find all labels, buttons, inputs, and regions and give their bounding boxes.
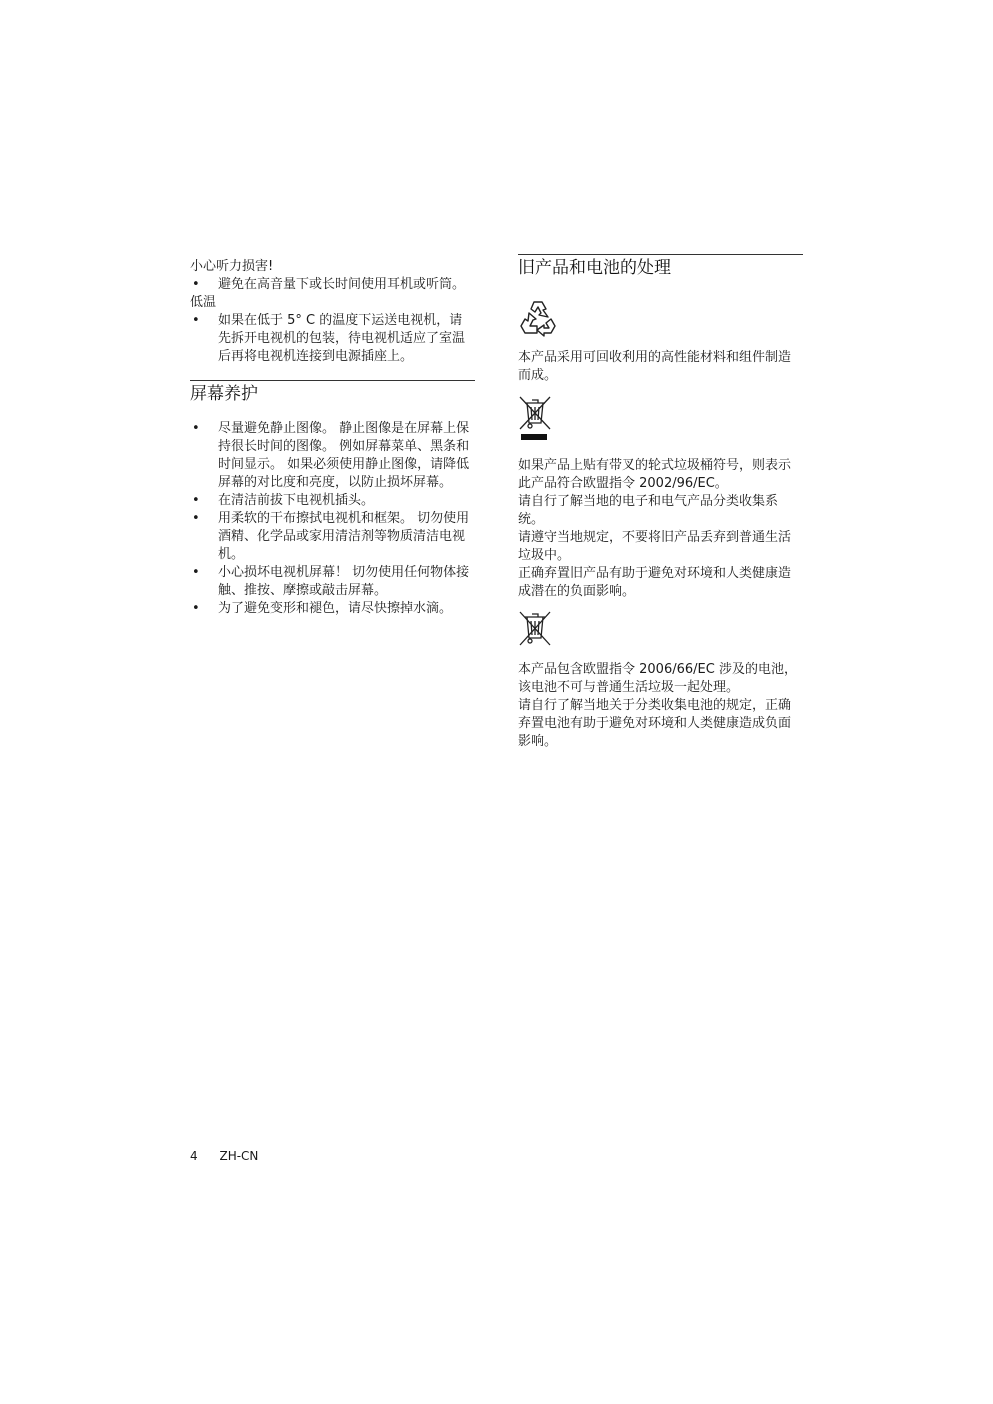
list-item: • 为了避免变形和褪色，请尽快擦掉水滴。 xyxy=(190,600,475,618)
page-number: 4 xyxy=(190,1149,198,1163)
low-temperature-title: 低温 xyxy=(190,295,217,310)
weee-paragraph: 请自行了解当地的电子和电气产品分类收集系统。 xyxy=(518,494,779,527)
weee-paragraph: 正确弃置旧产品有助于避免对环境和人类健康造成潜在的负面影响。 xyxy=(518,566,792,599)
battery-paragraph: 请自行了解当地关于分类收集电池的规定，正确弃置电池有助于避免对环境和人类健康造成负面影响。 xyxy=(518,698,792,749)
battery-paragraph: 本产品包含欧盟指令 2006/66/EC 涉及的电池，该电池不可与普通生活垃圾一起处理。 xyxy=(518,662,797,695)
hearing-warning-list xyxy=(190,276,475,294)
list-item: • 在清洁前拔下电视机插头。 xyxy=(190,492,475,510)
language-code: ZH-CN xyxy=(219,1149,259,1163)
weee-paragraph: 请遵守当地规定，不要将旧产品丢弃到普通生活垃圾中。 xyxy=(518,530,792,563)
section-divider xyxy=(190,380,475,381)
disposal-heading: 旧产品和电池的处理 xyxy=(518,258,671,278)
weee-paragraph: 如果产品上贴有带叉的轮式垃圾桶符号，则表示此产品符合欧盟指令 2002/96/EC。 xyxy=(518,458,792,491)
left-column xyxy=(190,258,475,618)
list-item: • 如果在低于 5° C 的温度下运送电视机，请先拆开电视机的包装，待电视机适应了室温后再将电视机连接到电源插座上。 xyxy=(190,312,475,366)
recycle-text: 本产品采用可回收利用的高性能材料和组件制造而成。 xyxy=(518,350,792,383)
hearing-warning-title: 小心听力损害! xyxy=(190,259,274,274)
low-temperature-list xyxy=(190,312,475,366)
list-item: • 用柔软的干布擦拭电视机和框架。 切勿使用酒精、化学品或家用清洁剂等物质清洁电视机。 xyxy=(190,510,475,564)
right-column xyxy=(518,254,803,751)
screen-care-heading: 屏幕养护 xyxy=(190,384,258,404)
list-item: • 尽量避免静止图像。 静止图像是在屏幕上保持很长时间的图像。 例如屏幕菜单、黑条和时间显示。 如果必须使用静止图像，请降低屏幕的对比度和亮度，以防止损坏屏幕。 xyxy=(190,420,475,492)
screen-care-list xyxy=(190,420,475,618)
recycle-icon xyxy=(518,297,803,337)
section-divider xyxy=(518,254,803,255)
list-item: • 小心损坏电视机屏幕！ 切勿使用任何物体接触、推按、摩擦或敲击屏幕。 xyxy=(190,564,475,600)
battery-text-block xyxy=(518,661,803,751)
page-footer xyxy=(190,1148,258,1164)
weee-text-block xyxy=(518,457,803,601)
list-item: • 避免在高音量下或长时间使用耳机或听筒。 xyxy=(190,276,475,294)
crossed-battery-bin-icon xyxy=(518,611,803,647)
crossed-wheelie-bin-icon xyxy=(518,395,803,443)
